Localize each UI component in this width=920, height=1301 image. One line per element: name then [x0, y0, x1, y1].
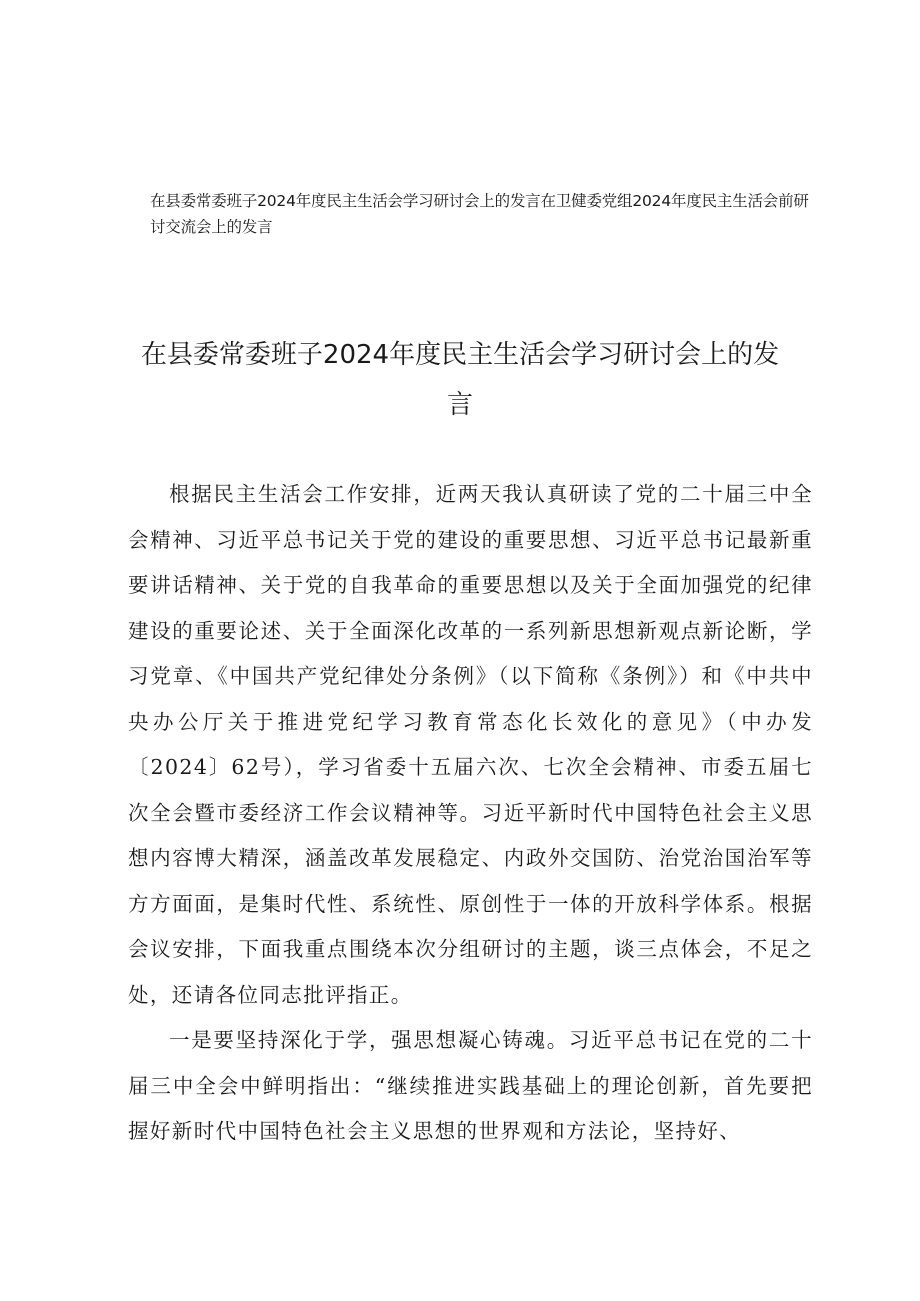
document-header-title: 在县委常委班子2024年度民主生活会学习研讨会上的发言在卫健委党组2024年度民主生活会前研讨交流会上的发言 [150, 192, 809, 236]
page-title: 在县委常委班子2024年度民主生活会学习研讨会上的发言 [140, 340, 780, 420]
body-paragraph-intro: 根据民主生活会工作安排，近两天我认真研读了党的二十届三中全会精神、习近平总书记关于党的建设的重要思想、习近平总书记最新重要讲话精神、关于党的自我革命的重要思想以及关于全面加强党的纪律建设的重要论述、关于全面深化改革的一系列新思想新观点新论断，学习党章、《中国共产党纪律处分条例》（以下简称《条例》）和《中共中央办公厅关于推进党纪学习教育常态化长效化的意见》（中办发〔2024〕62号），学习省委十五届六次、七次全会精神、市委五届七次全会暨市委经济工作会议精神等。习近平新时代中国特色社会主义思想内容博大精深，涵盖改革发展稳定、内政外交国防、治党治国治军等方方面面，是集时代性、系统性、原创性于一体的开放科学体系。根据会议安排，下面我重点围绕本次分组研讨的主题，谈三点体会，不足之处，还请各位同志批评指正。 [128, 482, 813, 1007]
body-paragraph-point-one: 一是要坚持深化于学，强思想凝心铸魂。习近平总书记在党的二十届三中全会中鲜明指出：“继续推进实践基础上的理论创新，首先要把握好新时代中国特色社会主义思想的世界观和方法论，坚持好、 [128, 1028, 813, 1143]
document-body [128, 472, 813, 1155]
